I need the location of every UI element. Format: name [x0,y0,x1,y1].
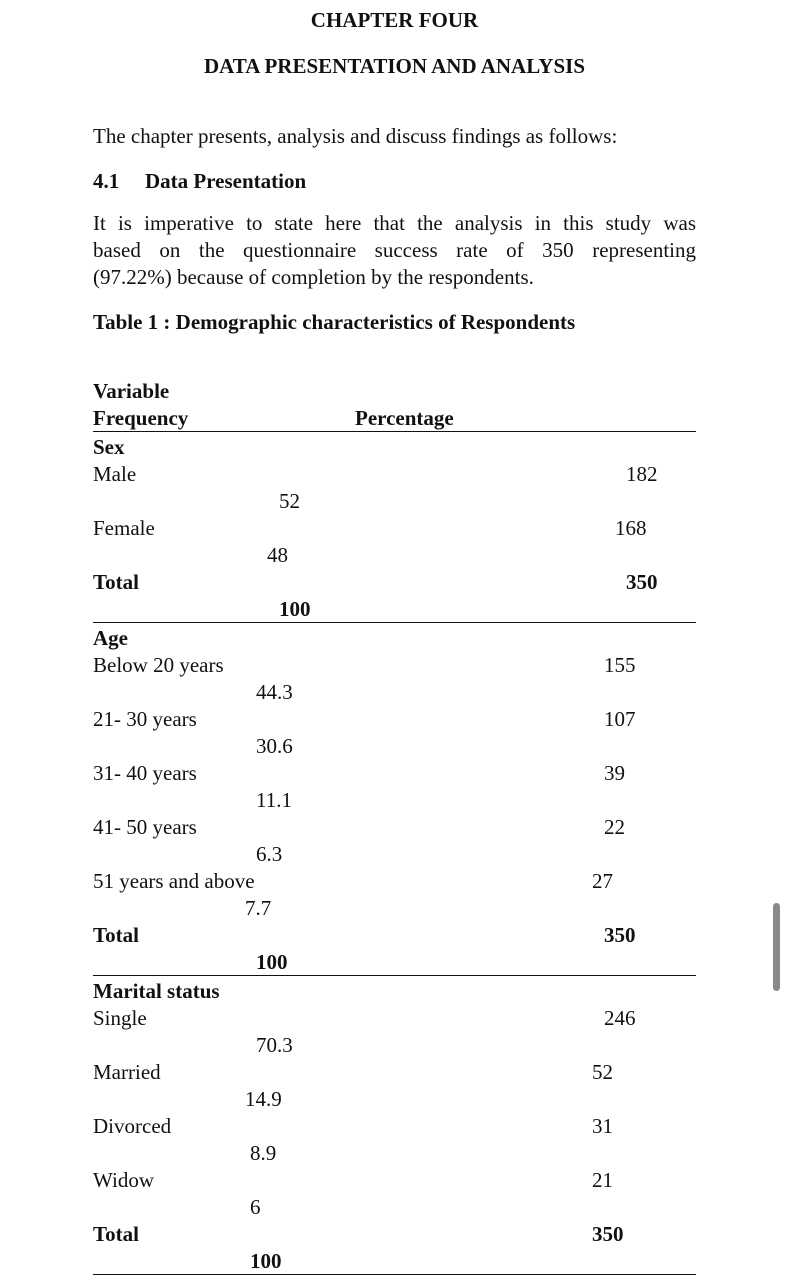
row-label: Male [93,462,137,486]
section-rule [93,975,696,976]
row-percentage: 6 [250,1195,261,1219]
row-label: 21- 30 years [93,707,197,731]
row-percentage: 48 [267,543,288,567]
header-frequency: Frequency [93,406,189,430]
total-percentage: 100 [256,950,288,974]
row-label: Widow [93,1168,154,1192]
total-frequency: 350 [592,1222,624,1246]
header-variable: Variable [93,379,170,403]
row-percentage: 44.3 [256,680,293,704]
row-label: Divorced [93,1114,172,1138]
section-title: Data Presentation [145,169,307,193]
row-percentage: 11.1 [256,788,292,812]
table-caption: Table 1 : Demographic characteristics of Respondents [93,310,576,334]
paragraph-line-1: It is imperative to state here that the analysis in this study was [93,211,696,235]
row-percentage: 8.9 [250,1141,277,1165]
row-frequency: 21 [592,1168,613,1192]
row-label: Single [93,1006,147,1030]
group-title-sex: Sex [93,435,125,459]
scrollbar-thumb[interactable] [773,903,780,991]
row-frequency: 39 [604,761,625,785]
row-percentage: 14.9 [245,1087,282,1111]
header-rule [93,431,696,432]
section-rule [93,1274,696,1275]
section-rule [93,622,696,623]
row-percentage: 30.6 [256,734,293,758]
total-percentage: 100 [250,1249,282,1273]
row-frequency: 246 [604,1006,636,1030]
group-title-age: Age [93,626,128,650]
total-percentage: 100 [279,597,311,621]
total-label: Total [93,570,139,594]
group-title-marital: Marital status [93,979,220,1003]
row-frequency: 31 [592,1114,613,1138]
row-frequency: 107 [604,707,636,731]
row-percentage: 6.3 [256,842,283,866]
total-label: Total [93,1222,139,1246]
section-number: 4.1 [93,169,120,193]
row-frequency: 22 [604,815,625,839]
total-label: Total [93,923,139,947]
row-label: Female [93,516,155,540]
row-frequency: 168 [615,516,647,540]
row-label: 51 years and above [93,869,255,893]
paragraph-line-3: (97.22%) because of completion by the respondents. [93,265,534,289]
header-percentage: Percentage [355,406,454,430]
row-frequency: 52 [592,1060,613,1084]
intro-text: The chapter presents, analysis and discuss findings as follows: [93,124,618,148]
row-label: 41- 50 years [93,815,197,839]
total-frequency: 350 [626,570,658,594]
row-frequency: 182 [626,462,658,486]
total-frequency: 350 [604,923,636,947]
row-frequency: 155 [604,653,636,677]
row-label: Married [93,1060,161,1084]
chapter-subtitle: DATA PRESENTATION AND ANALYSIS [203,54,585,78]
row-label: 31- 40 years [93,761,197,785]
row-percentage: 7.7 [245,896,272,920]
row-percentage: 70.3 [256,1033,293,1057]
chapter-title: CHAPTER FOUR [310,8,479,32]
paragraph-line-2: based on the questionnaire success rate of 350 representing [93,238,696,262]
row-percentage: 52 [279,489,300,513]
row-label: Below 20 years [93,653,224,677]
row-frequency: 27 [592,869,613,893]
